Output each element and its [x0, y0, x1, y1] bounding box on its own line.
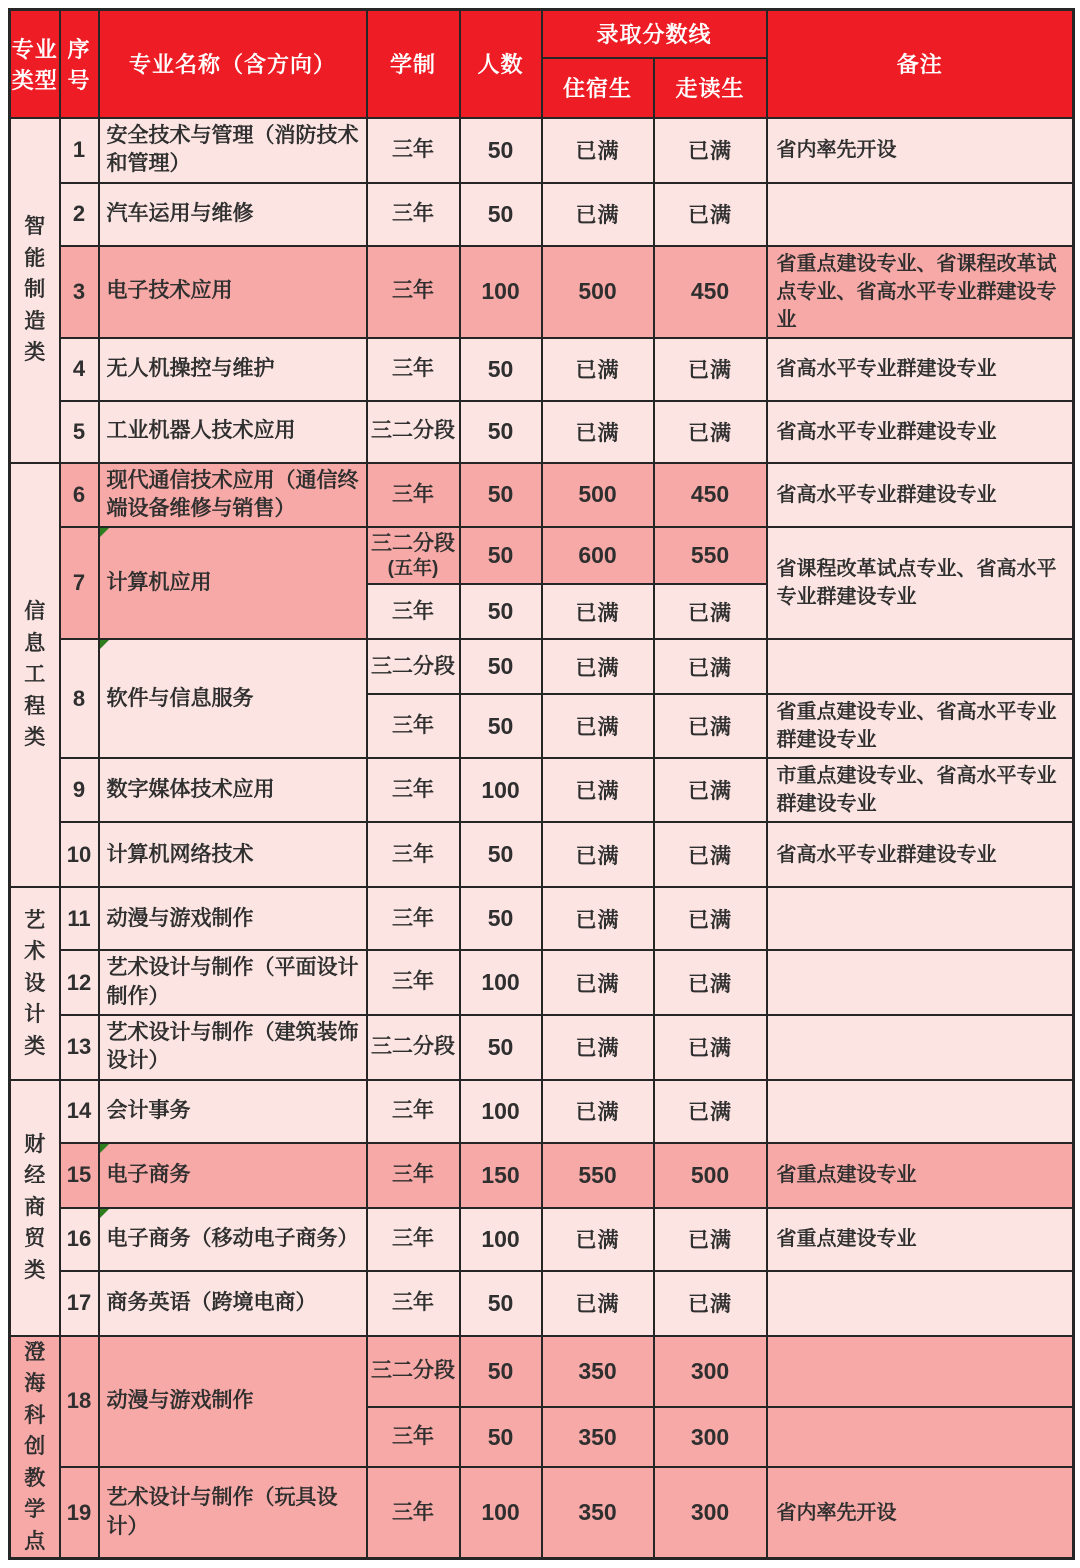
duration-cell: 三年	[367, 183, 460, 246]
count-cell: 100	[460, 950, 542, 1015]
table-row	[10, 401, 1074, 463]
duration-cell: 三年	[367, 950, 460, 1015]
duration-cell: 三年	[367, 1143, 460, 1208]
serial-cell: 15	[60, 1143, 99, 1208]
count-cell: 100	[460, 1080, 542, 1143]
day-score-cell: 已满	[654, 401, 767, 463]
remark-cell	[767, 639, 1074, 694]
duration-line2: (五年)	[387, 557, 439, 579]
remark-cell: 市重点建设专业、省高水平专业群建设专业	[767, 758, 1074, 822]
boarding-score-cell: 已满	[542, 758, 654, 822]
header-serial-no: 序号	[60, 10, 99, 118]
count-cell: 100	[460, 758, 542, 822]
duration-cell: 三年	[367, 1271, 460, 1336]
boarding-score-cell: 已满	[542, 183, 654, 246]
day-score-cell: 已满	[654, 887, 767, 950]
duration-cell: 三二分段	[367, 1336, 460, 1407]
day-score-cell: 已满	[654, 758, 767, 822]
boarding-score-cell: 已满	[542, 822, 654, 887]
serial-cell: 1	[60, 118, 99, 183]
serial-cell: 12	[60, 950, 99, 1015]
duration-cell: 三年	[367, 463, 460, 528]
table-row	[10, 1336, 1074, 1407]
table-row	[10, 1015, 1074, 1080]
remark-cell	[767, 1407, 1074, 1467]
duration-cell: 三年	[367, 1080, 460, 1143]
header-day-student: 走读生	[654, 58, 767, 118]
count-cell: 50	[460, 463, 542, 528]
major-name-cell: 计算机网络技术	[99, 822, 367, 887]
remark-cell: 省重点建设专业、省高水平专业群建设专业	[767, 694, 1074, 758]
header-remark: 备注	[767, 10, 1074, 118]
remark-cell	[767, 1271, 1074, 1336]
table-row	[10, 1080, 1074, 1143]
boarding-score-cell: 500	[542, 463, 654, 528]
major-name-cell: 动漫与游戏制作	[99, 887, 367, 950]
day-score-cell: 已满	[654, 1271, 767, 1336]
table-row	[10, 887, 1074, 950]
day-score-cell: 已满	[654, 1208, 767, 1271]
duration-cell: 三年	[367, 1407, 460, 1467]
serial-cell: 2	[60, 183, 99, 246]
boarding-score-cell: 已满	[542, 1080, 654, 1143]
major-name-cell: 数字媒体技术应用	[99, 758, 367, 822]
remark-cell: 省内率先开设	[767, 1467, 1074, 1558]
duration-cell: 三年	[367, 1208, 460, 1271]
table-row	[10, 639, 1074, 694]
day-score-cell: 已满	[654, 338, 767, 401]
header-count: 人数	[460, 10, 542, 118]
serial-cell: 9	[60, 758, 99, 822]
day-score-cell: 已满	[654, 639, 767, 694]
duration-cell: 三二分段	[367, 401, 460, 463]
serial-cell: 16	[60, 1208, 99, 1271]
major-name-cell: 艺术设计与制作（平面设计制作）	[99, 950, 367, 1015]
remark-cell	[767, 950, 1074, 1015]
count-cell: 100	[460, 1467, 542, 1558]
header-major-name: 专业名称（含方向）	[99, 10, 367, 118]
remark-cell: 省重点建设专业、省课程改革试点专业、省高水平专业群建设专业	[767, 246, 1074, 338]
group-label: 财经商贸类	[10, 1080, 60, 1336]
boarding-score-cell: 350	[542, 1407, 654, 1467]
serial-cell: 11	[60, 887, 99, 950]
boarding-score-cell: 350	[542, 1467, 654, 1558]
day-score-cell: 已满	[654, 1015, 767, 1080]
duration-line1: 三二分段	[371, 531, 455, 555]
group-label: 澄海科创教学点	[10, 1336, 60, 1559]
comment-marker-icon	[100, 1144, 109, 1153]
remark-cell	[767, 887, 1074, 950]
comment-marker-icon	[100, 528, 109, 537]
day-score-cell: 已满	[654, 822, 767, 887]
major-name-cell: 现代通信技术应用（通信终端设备维修与销售）	[99, 463, 367, 528]
serial-cell: 8	[60, 639, 99, 758]
duration-cell: 三年	[367, 118, 460, 183]
day-score-cell: 已满	[654, 118, 767, 183]
remark-cell: 省内率先开设	[767, 118, 1074, 183]
boarding-score-cell: 已满	[542, 338, 654, 401]
count-cell: 50	[460, 639, 542, 694]
duration-cell: 三年	[367, 822, 460, 887]
count-cell: 50	[460, 584, 542, 639]
serial-cell: 4	[60, 338, 99, 401]
day-score-cell: 450	[654, 246, 767, 338]
duration-cell: 三年	[367, 584, 460, 639]
table-row	[10, 1208, 1074, 1271]
count-cell: 50	[460, 527, 542, 584]
table-row	[10, 822, 1074, 887]
duration-cell	[367, 527, 460, 584]
day-score-cell: 300	[654, 1336, 767, 1407]
major-name-text: 电子商务	[106, 1162, 191, 1186]
boarding-score-cell: 550	[542, 1143, 654, 1208]
admissions-table	[8, 8, 1075, 1560]
table-row	[10, 950, 1074, 1015]
day-score-cell: 已满	[654, 694, 767, 758]
boarding-score-cell: 已满	[542, 1015, 654, 1080]
boarding-score-cell: 已满	[542, 118, 654, 183]
day-score-cell: 已满	[654, 183, 767, 246]
count-cell: 50	[460, 1336, 542, 1407]
count-cell: 50	[460, 338, 542, 401]
boarding-score-cell: 已满	[542, 887, 654, 950]
major-name-cell: 商务英语（跨境电商）	[99, 1271, 367, 1336]
duration-cell: 三二分段	[367, 639, 460, 694]
serial-cell: 7	[60, 527, 99, 639]
major-name-cell: 无人机操控与维护	[99, 338, 367, 401]
group-label: 智能制造类	[10, 118, 60, 463]
serial-cell: 5	[60, 401, 99, 463]
day-score-cell: 500	[654, 1143, 767, 1208]
group-label: 艺术设计类	[10, 887, 60, 1079]
comment-marker-icon	[100, 1209, 109, 1218]
remark-cell	[767, 1336, 1074, 1407]
duration-cell: 三年	[367, 758, 460, 822]
table-row	[10, 463, 1074, 528]
day-score-cell: 450	[654, 463, 767, 528]
major-name-cell: 艺术设计与制作（玩具设计）	[99, 1467, 367, 1558]
serial-cell: 10	[60, 822, 99, 887]
serial-cell: 3	[60, 246, 99, 338]
major-name-cell	[99, 527, 367, 639]
remark-cell: 省高水平专业群建设专业	[767, 822, 1074, 887]
major-name-cell	[99, 1143, 367, 1208]
header-score-line: 录取分数线	[542, 10, 767, 58]
major-name-cell: 电子技术应用	[99, 246, 367, 338]
group-label: 信息工程类	[10, 463, 60, 888]
comment-marker-icon	[100, 640, 109, 649]
remark-cell	[767, 1080, 1074, 1143]
remark-cell: 省高水平专业群建设专业	[767, 401, 1074, 463]
serial-cell: 6	[60, 463, 99, 528]
count-cell: 150	[460, 1143, 542, 1208]
major-name-cell: 汽车运用与维修	[99, 183, 367, 246]
boarding-score-cell: 已满	[542, 639, 654, 694]
remark-cell: 省重点建设专业	[767, 1208, 1074, 1271]
duration-cell: 三年	[367, 246, 460, 338]
table-row	[10, 527, 1074, 584]
count-cell: 100	[460, 246, 542, 338]
table-row	[10, 246, 1074, 338]
header-duration: 学制	[367, 10, 460, 118]
day-score-cell: 300	[654, 1407, 767, 1467]
boarding-score-cell: 600	[542, 527, 654, 584]
duration-cell: 三年	[367, 1467, 460, 1558]
duration-cell: 三年	[367, 887, 460, 950]
table-row	[10, 758, 1074, 822]
major-name-cell	[99, 639, 367, 758]
duration-cell: 三年	[367, 694, 460, 758]
serial-cell: 18	[60, 1336, 99, 1468]
serial-cell: 17	[60, 1271, 99, 1336]
count-cell: 50	[460, 401, 542, 463]
count-cell: 50	[460, 887, 542, 950]
remark-cell: 省高水平专业群建设专业	[767, 463, 1074, 528]
boarding-score-cell: 350	[542, 1336, 654, 1407]
remark-cell	[767, 183, 1074, 246]
boarding-score-cell: 已满	[542, 950, 654, 1015]
day-score-cell: 300	[654, 1467, 767, 1558]
count-cell: 50	[460, 822, 542, 887]
header-boarding: 住宿生	[542, 58, 654, 118]
major-name-text: 计算机应用	[106, 571, 212, 595]
boarding-score-cell: 500	[542, 246, 654, 338]
boarding-score-cell: 已满	[542, 584, 654, 639]
count-cell: 100	[460, 1208, 542, 1271]
remark-cell: 省课程改革试点专业、省高水平专业群建设专业	[767, 527, 1074, 639]
table-row	[10, 1143, 1074, 1208]
count-cell: 50	[460, 1407, 542, 1467]
duration-cell: 三年	[367, 338, 460, 401]
remark-cell: 省重点建设专业	[767, 1143, 1074, 1208]
serial-cell: 19	[60, 1467, 99, 1558]
remark-cell	[767, 1015, 1074, 1080]
major-name-text: 软件与信息服务	[106, 686, 254, 710]
serial-cell: 13	[60, 1015, 99, 1080]
table-row	[10, 183, 1074, 246]
major-name-cell: 安全技术与管理（消防技术和管理）	[99, 118, 367, 183]
major-name-cell: 工业机器人技术应用	[99, 401, 367, 463]
table-row	[10, 338, 1074, 401]
major-name-text: 电子商务（移动电子商务）	[106, 1226, 359, 1250]
major-name-cell: 会计事务	[99, 1080, 367, 1143]
boarding-score-cell: 已满	[542, 694, 654, 758]
boarding-score-cell: 已满	[542, 401, 654, 463]
day-score-cell: 550	[654, 527, 767, 584]
major-name-cell	[99, 1208, 367, 1271]
table-row	[10, 118, 1074, 183]
table-row	[10, 1271, 1074, 1336]
major-name-cell: 动漫与游戏制作	[99, 1336, 367, 1468]
serial-cell: 14	[60, 1080, 99, 1143]
remark-cell: 省高水平专业群建设专业	[767, 338, 1074, 401]
count-cell: 50	[460, 118, 542, 183]
day-score-cell: 已满	[654, 1080, 767, 1143]
count-cell: 50	[460, 1015, 542, 1080]
count-cell: 50	[460, 694, 542, 758]
table-row	[10, 1467, 1074, 1558]
day-score-cell: 已满	[654, 950, 767, 1015]
boarding-score-cell: 已满	[542, 1271, 654, 1336]
count-cell: 50	[460, 183, 542, 246]
boarding-score-cell: 已满	[542, 1208, 654, 1271]
day-score-cell: 已满	[654, 584, 767, 639]
header-major-type: 专业类型	[10, 10, 60, 118]
count-cell: 50	[460, 1271, 542, 1336]
major-name-cell: 艺术设计与制作（建筑装饰设计）	[99, 1015, 367, 1080]
duration-cell: 三二分段	[367, 1015, 460, 1080]
